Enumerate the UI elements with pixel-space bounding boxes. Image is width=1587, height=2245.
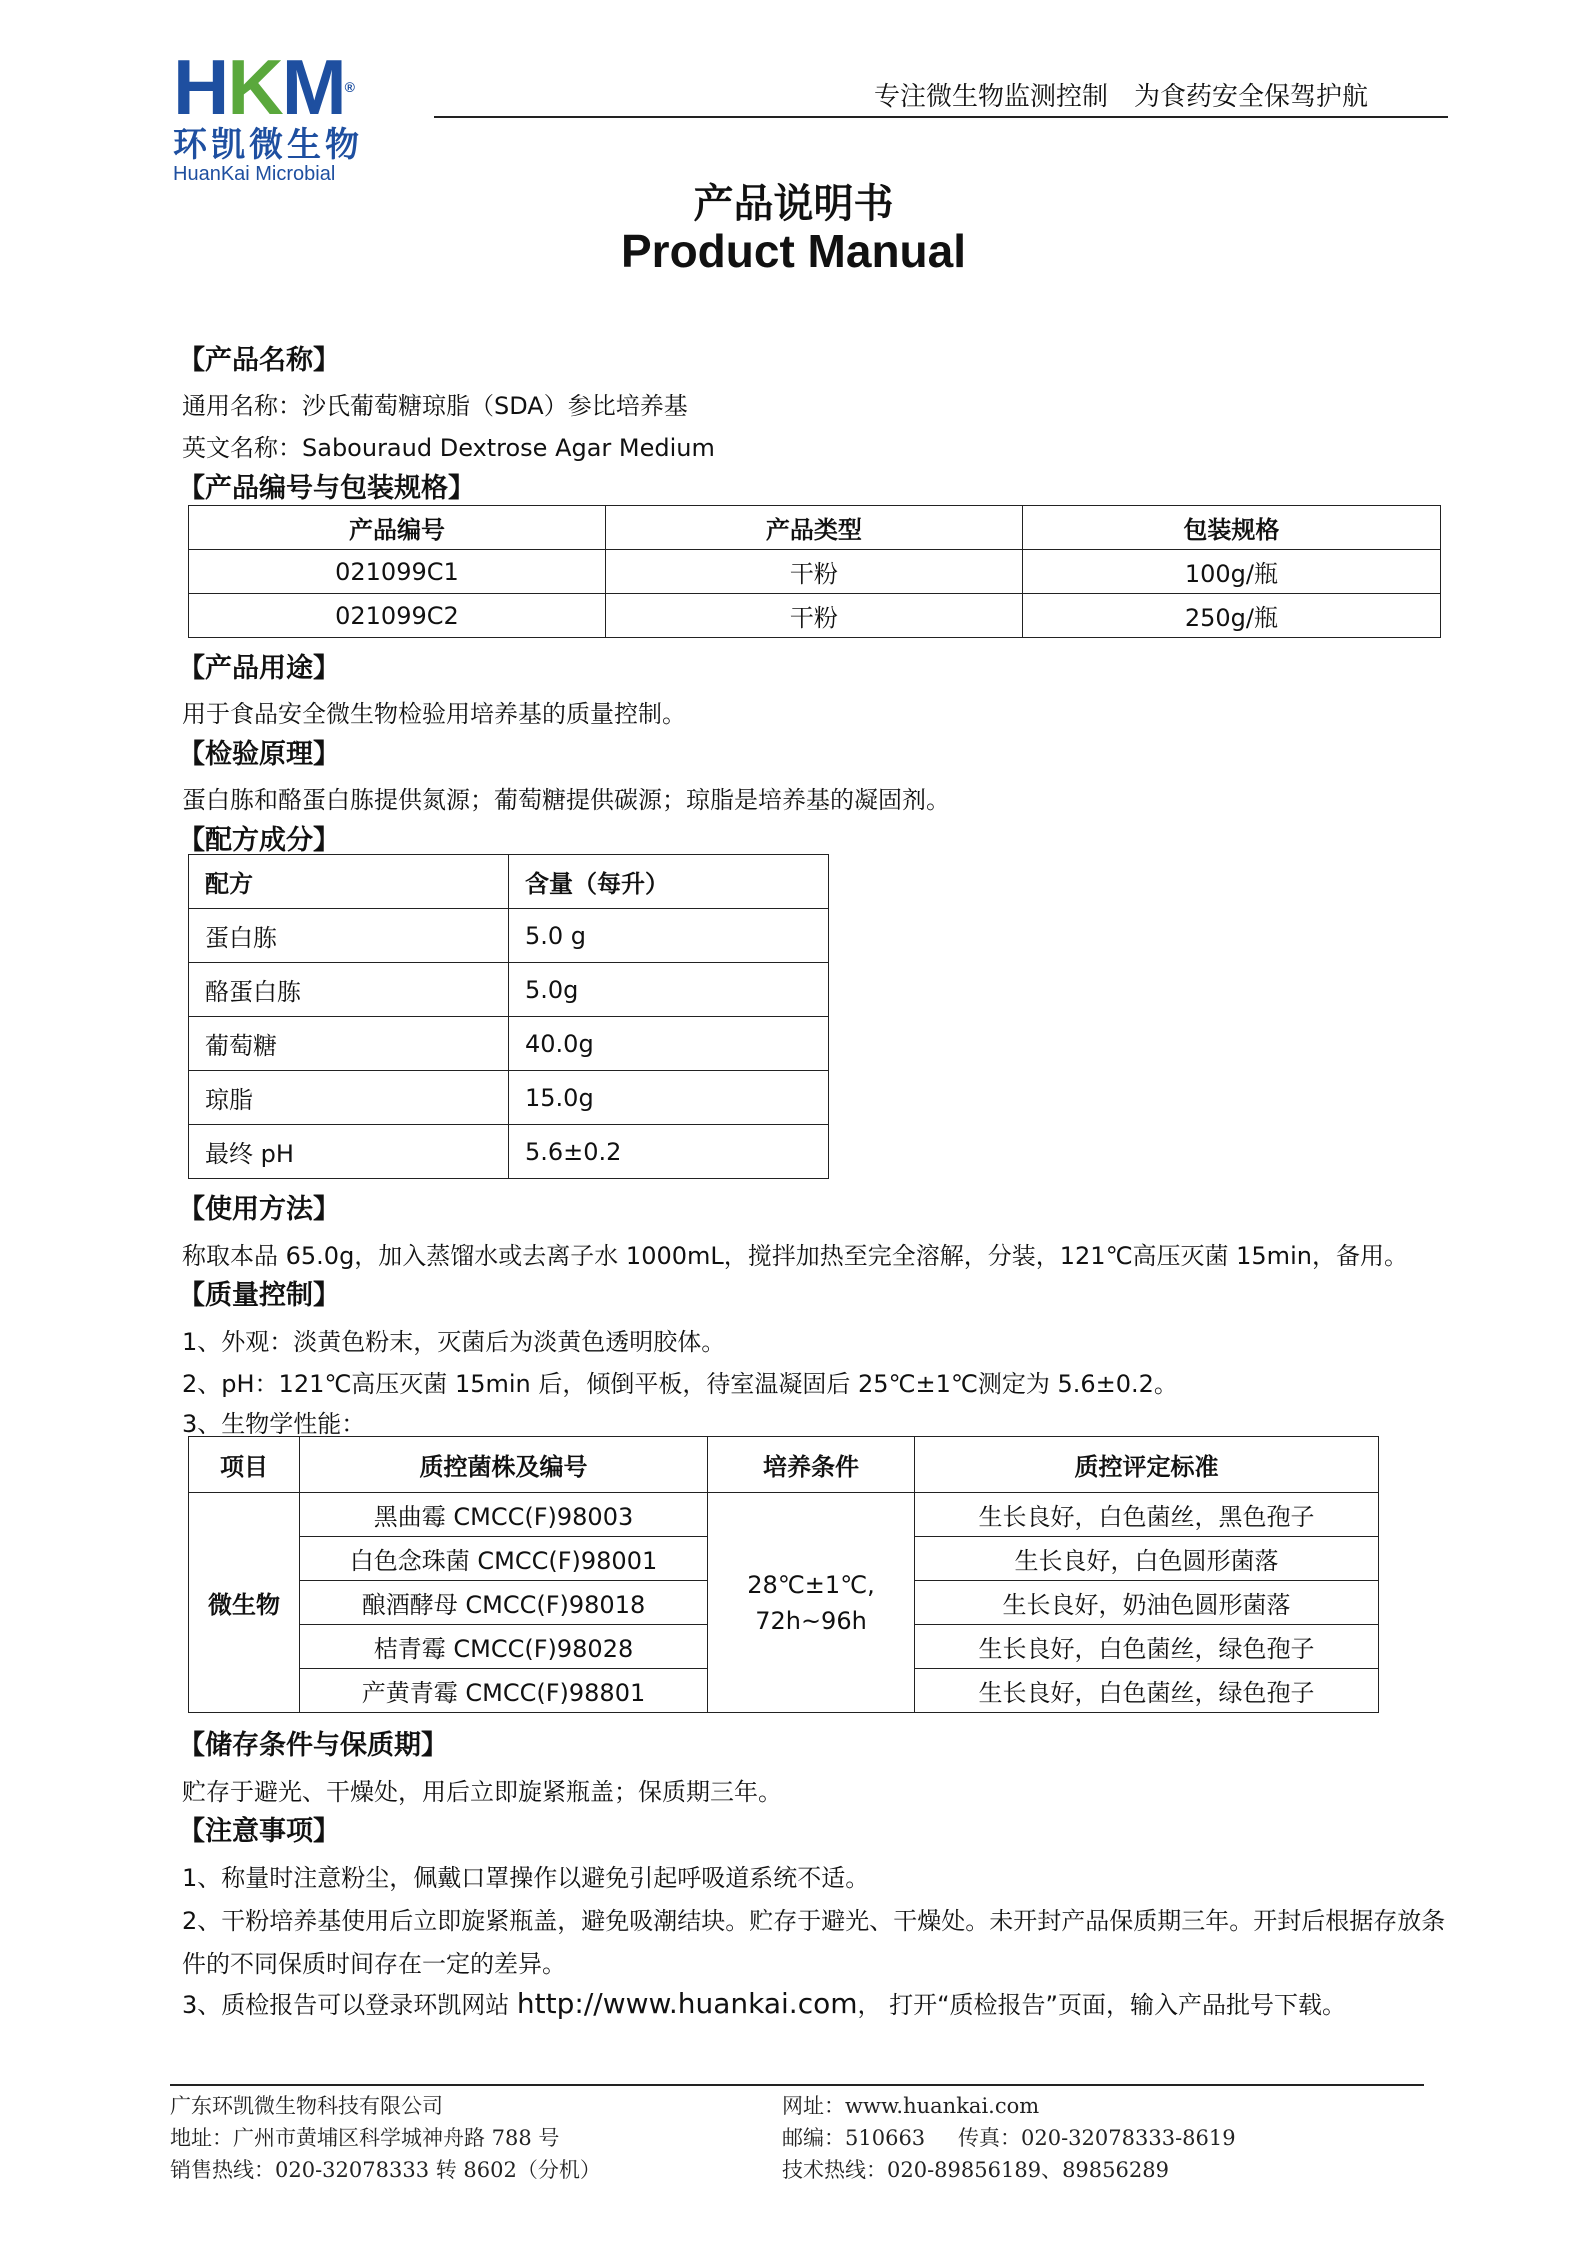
formula-table (188, 854, 829, 1179)
note-1: 1、称量时注意粉尘，佩戴口罩操作以避免引起呼吸道系统不适。 (182, 1864, 870, 1892)
category-cell: 微生物 (189, 1493, 300, 1713)
strain: 黑曲霉 CMCC(F)98003 (300, 1493, 708, 1537)
ingredient: 葡萄糖 (189, 1017, 509, 1071)
website-link[interactable]: http://www.huankai.com (516, 1987, 858, 2020)
qc-item: 2、pH：121℃高压灭菌 15min 后，倾倒平板，待室温凝固后 25℃±1℃测定为 5.6±0.2。 (182, 1370, 1178, 1398)
ingredient: 琼脂 (189, 1071, 509, 1125)
product-type: 干粉 (605, 594, 1022, 638)
heading-qc: 【质量控制】 (178, 1280, 340, 1311)
column-header: 产品类型 (605, 506, 1022, 550)
table-row (189, 963, 829, 1017)
footer-divider (170, 2084, 1424, 2086)
strain: 白色念珠菌 CMCC(F)98001 (300, 1537, 708, 1581)
footer-tech: 技术热线：020-89856189、89856289 (782, 2158, 1169, 2182)
note-2-line-1: 2、干粉培养基使用后立即旋紧瓶盖，避免吸潮结块。贮存于避光、干燥处。未开封产品保质期三年。开封后根据存放条 (182, 1907, 1446, 1935)
ingredient: 酪蛋白胨 (189, 963, 509, 1017)
strain: 产黄青霉 CMCC(F)98801 (300, 1669, 708, 1713)
column-header: 质控菌株及编号 (300, 1437, 708, 1493)
table-row (189, 550, 1441, 594)
title-english: Product Manual (620, 225, 967, 277)
table-header-row (189, 855, 829, 909)
note-3-prefix: 3、质检报告可以登录环凯网站 (182, 1991, 510, 2019)
ingredient: 最终 pH (189, 1125, 509, 1179)
header-slogan: 专注微生物监测控制 为食药安全保驾护航 (874, 82, 1369, 112)
registered-mark: ® (344, 79, 353, 95)
principle-text: 蛋白胨和酪蛋白胨提供氮源；葡萄糖提供碳源；琼脂是培养基的凝固剂。 (182, 786, 950, 814)
heading-product-name: 【产品名称】 (178, 345, 340, 376)
product-code: 021099C2 (189, 594, 606, 638)
amount: 5.0 g (509, 909, 829, 963)
table-row (189, 1071, 829, 1125)
heading-spec: 【产品编号与包装规格】 (178, 473, 475, 504)
table-row (189, 594, 1441, 638)
condition-temp: 28℃±1℃, (747, 1570, 875, 1599)
footer-fax: 传真：020-32078333-8619 (958, 2126, 1236, 2150)
footer-company: 广东环凯微生物科技有限公司 (170, 2094, 443, 2118)
ingredient: 蛋白胨 (189, 909, 509, 963)
column-header: 包装规格 (1022, 506, 1440, 550)
standard: 生长良好，白色菌丝，黑色孢子 (915, 1493, 1379, 1537)
heading-formula: 【配方成分】 (178, 825, 340, 856)
logo-h: H (173, 43, 228, 131)
footer-address: 地址：广州市黄埔区科学城神舟路 788 号 (170, 2126, 560, 2150)
english-name: 英文名称：Sabouraud Dextrose Agar Medium (182, 434, 715, 462)
strain: 桔青霉 CMCC(F)98028 (300, 1625, 708, 1669)
table-row (189, 1017, 829, 1071)
heading-method: 【使用方法】 (178, 1194, 340, 1225)
footer-sales: 销售热线：020-32078333 转 8602（分机） (170, 2158, 601, 2182)
column-header: 含量（每升） (509, 855, 829, 909)
table-header-row (189, 506, 1441, 550)
package-size: 250g/瓶 (1022, 594, 1440, 638)
heading-use: 【产品用途】 (178, 653, 340, 684)
header-divider (434, 116, 1448, 118)
table-header-row (189, 1437, 1379, 1493)
standard: 生长良好，白色菌丝，绿色孢子 (915, 1625, 1379, 1669)
table-row (189, 1125, 829, 1179)
product-type: 干粉 (605, 550, 1022, 594)
package-size: 100g/瓶 (1022, 550, 1440, 594)
logo-k: K (227, 43, 282, 131)
amount: 15.0g (509, 1071, 829, 1125)
column-header: 培养条件 (708, 1437, 915, 1493)
table-row (189, 1493, 1379, 1537)
amount: 5.6±0.2 (509, 1125, 829, 1179)
storage-text: 贮存于避光、干燥处，用后立即旋紧瓶盖；保质期三年。 (182, 1778, 782, 1806)
logo-chinese: 环凯微生物 (173, 125, 363, 165)
logo-english: HuanKai Microbial (173, 163, 336, 185)
column-header: 项目 (189, 1437, 300, 1493)
use-text: 用于食品安全微生物检验用培养基的质量控制。 (182, 700, 686, 728)
note-2-line-2: 件的不同保质时间存在一定的差异。 (182, 1950, 566, 1978)
qc-item: 1、外观：淡黄色粉末，灭菌后为淡黄色透明胶体。 (182, 1328, 726, 1356)
heading-principle: 【检验原理】 (178, 739, 340, 770)
amount: 40.0g (509, 1017, 829, 1071)
footer-postcode: 邮编：510663 (782, 2126, 926, 2150)
logo-mark (173, 43, 433, 131)
standard: 生长良好，白色圆形菌落 (915, 1537, 1379, 1581)
footer-website: 网址：www.huankai.com (782, 2094, 1040, 2118)
standard: 生长良好，白色菌丝，绿色孢子 (915, 1669, 1379, 1713)
logo-m: M (281, 43, 345, 131)
culture-condition (708, 1493, 915, 1713)
table-row (189, 909, 829, 963)
condition-time: 72h~96h (755, 1606, 867, 1635)
column-header: 质控评定标准 (915, 1437, 1379, 1493)
qc-item: 3、生物学性能： (182, 1410, 366, 1438)
company-logo (173, 43, 433, 185)
amount: 5.0g (509, 963, 829, 1017)
note-3-suffix: ， 打开“质检报告”页面，输入产品批号下载。 (857, 1991, 1346, 2019)
common-name: 通用名称：沙氏葡萄糖琼脂（SDA）参比培养基 (182, 392, 688, 420)
strain: 酿酒酵母 CMCC(F)98018 (300, 1581, 708, 1625)
method-text: 称取本品 65.0g，加入蒸馏水或去离子水 1000mL，搅拌加热至完全溶解，分装，121℃高压灭菌 15min，备用。 (182, 1242, 1408, 1270)
heading-notes: 【注意事项】 (178, 1816, 340, 1847)
note-3 (182, 1985, 1346, 2020)
column-header: 配方 (189, 855, 509, 909)
heading-storage: 【储存条件与保质期】 (178, 1730, 448, 1761)
product-code: 021099C1 (189, 550, 606, 594)
standard: 生长良好，奶油色圆形菌落 (915, 1581, 1379, 1625)
spec-table (188, 505, 1441, 638)
title-chinese: 产品说明书 (693, 181, 894, 227)
qc-table (188, 1436, 1379, 1713)
column-header: 产品编号 (189, 506, 606, 550)
